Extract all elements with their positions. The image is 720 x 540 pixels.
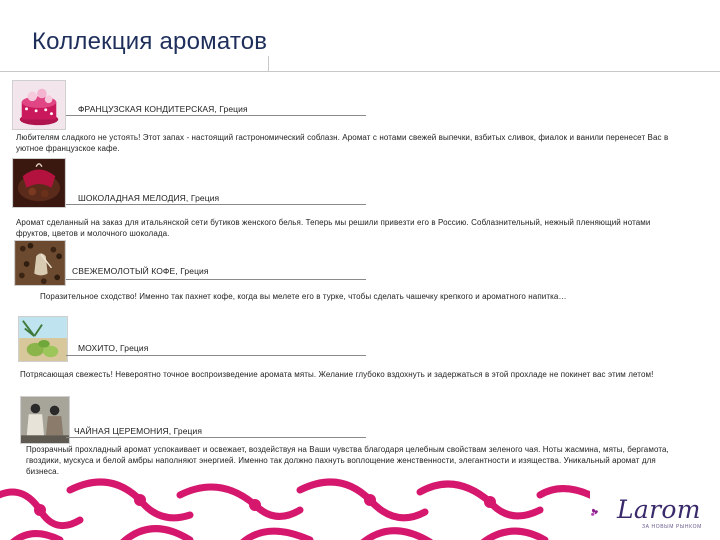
item-divider <box>66 355 366 356</box>
item-description: Любителям сладкого не устоять! Этот запах - настоящий гастрономический соблазн. Аромат с нотами свежей выпечки, взбитых сливок, фиалок и ванили перенесет Вас в уютное французское кафе. <box>16 133 669 153</box>
item-divider <box>66 115 366 116</box>
page-title: Коллекция ароматов <box>32 28 268 55</box>
item-divider <box>66 204 366 205</box>
tea-ceremony-icon <box>20 396 70 444</box>
brand-logo-text: Larom <box>617 495 701 524</box>
item-divider <box>66 279 366 280</box>
orchid-logo-icon <box>590 496 620 530</box>
item-name: СВЕЖЕМОЛОТЫЙ КОФЕ, Греция <box>72 266 209 276</box>
coffee-icon <box>14 240 66 286</box>
item-name: ЧАЙНАЯ ЦЕРЕМОНИЯ, Греция <box>74 426 203 436</box>
mojito-icon <box>18 316 68 362</box>
item-divider <box>66 437 366 438</box>
item-description: Потрясающая свежесть! Невероятно точное воспроизведение аромата мяты. Желание глубоко вздохнуть и задержаться в этой прохладе не покинет вас этим летом! <box>20 370 654 379</box>
item-name: ФРАНЦУЗСКАЯ КОНДИТЕРСКАЯ, Греция <box>78 104 248 114</box>
item-description: Поразительное сходство! Именно так пахнет кофе, когда вы мелете его в турке, чтобы сделать чашечку крепкого и ароматного напитка… <box>40 292 567 301</box>
ornament-decoration <box>0 470 590 540</box>
title-divider <box>0 71 720 72</box>
item-description: Аромат сделанный на заказ для итальянской сети бутиков женского белья. Теперь мы решили привезти его в Россию. Соблазнительный, нежный пленяющий нотами фруктов, цветов и молочного шоколада. <box>16 218 651 238</box>
item-name: ШОКОЛАДНАЯ МЕЛОДИЯ, Греция <box>78 193 220 203</box>
chocolate-icon <box>12 158 66 208</box>
item-name: МОХИТО, Греция <box>78 343 149 353</box>
brand-tagline: ЗА НОВЫМ РЫНКОМ <box>642 524 702 530</box>
title-divider-tick <box>268 56 269 72</box>
item-description: Прозрачный прохладный аромат успокаивает и освежает, воздействуя на Ваши чувства благодаря целебным свойствам зеленого чая. Ноты жасмина, мяты, бергамота, гвоздики, мускуса и белой амбры наполняют энергией. Именно так должно пахнуть воплощение женственности, элегантности и изящества. Уникальный аромат для бизнеса. <box>26 445 669 476</box>
cake-icon <box>12 80 66 130</box>
